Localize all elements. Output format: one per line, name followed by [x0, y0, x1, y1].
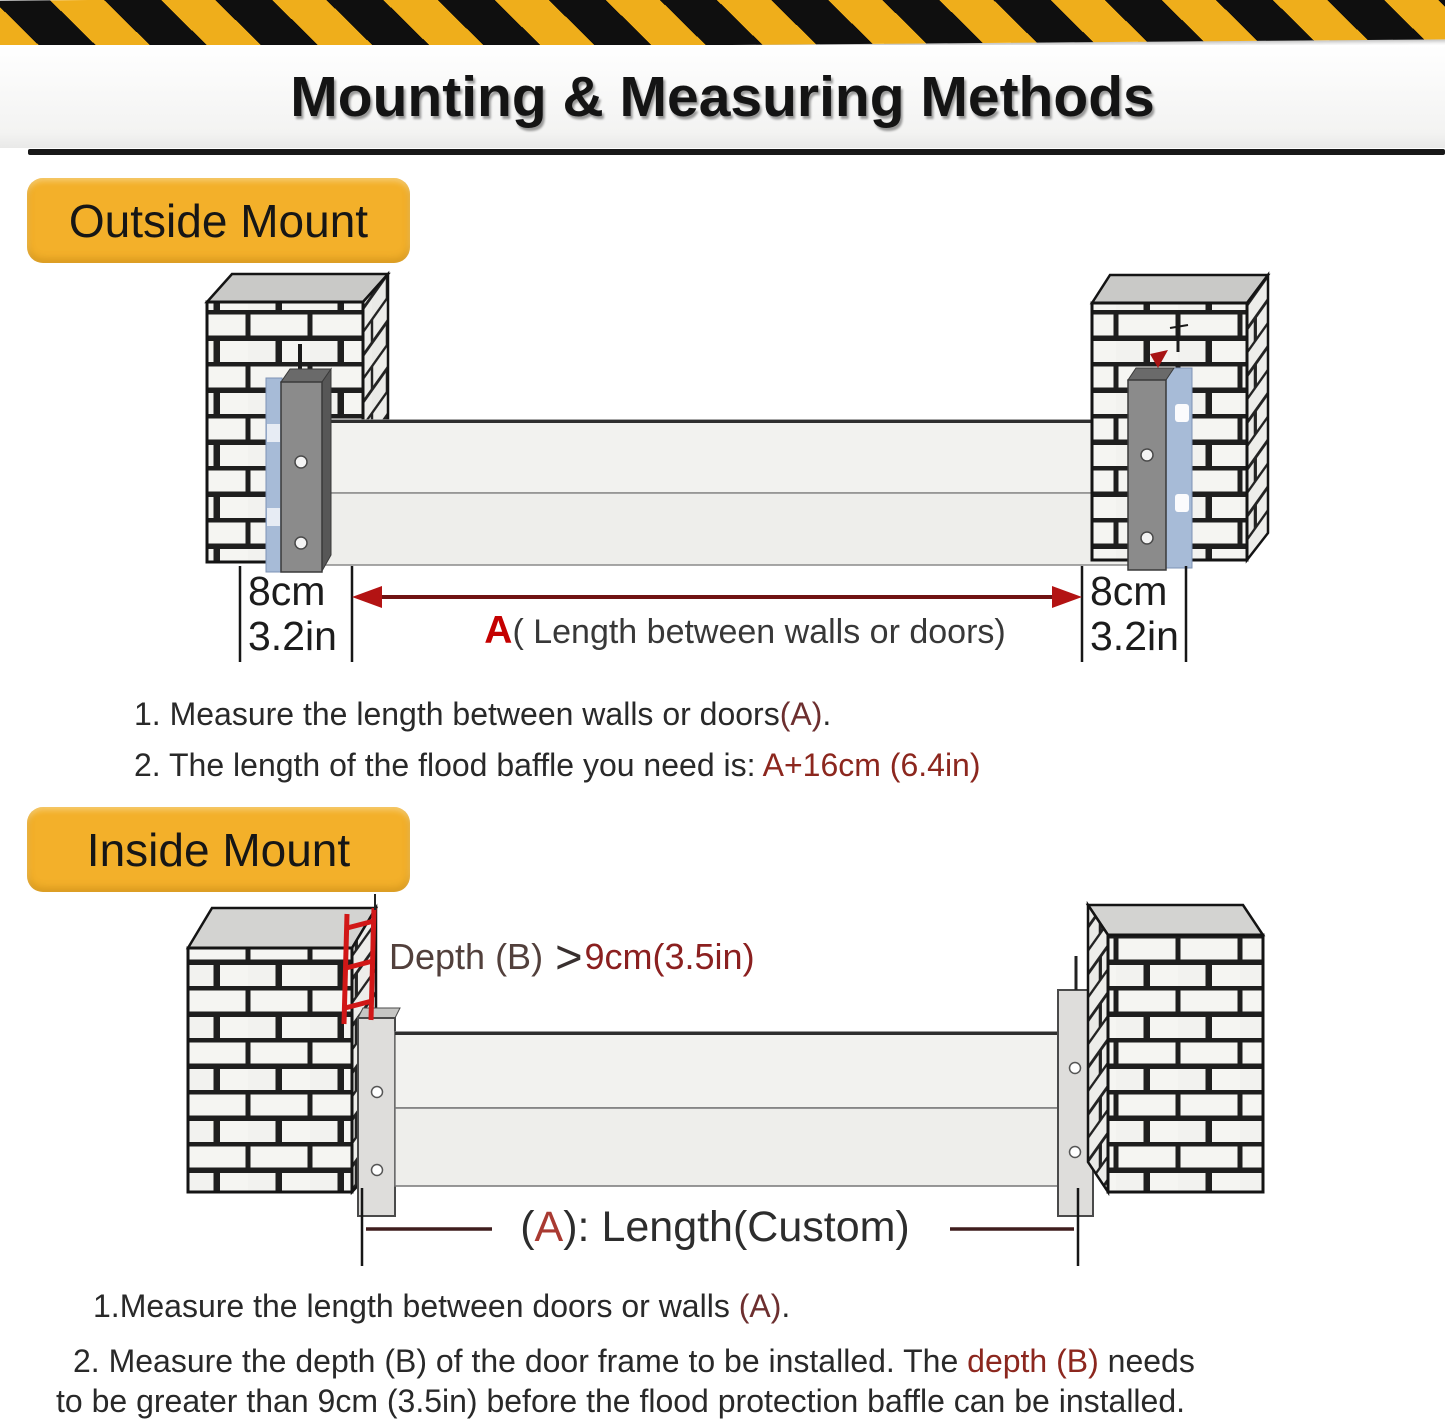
paren-open: ( — [520, 1203, 535, 1251]
pillar-top-face — [1088, 905, 1263, 935]
inside-left-channel-bracket — [358, 1008, 400, 1216]
pillar-front-face — [188, 948, 352, 1192]
screw-hole — [1070, 1147, 1081, 1158]
flood-barrier-inside — [395, 1032, 1059, 1186]
dimension-a: A — [484, 609, 513, 652]
step-text: 2. The length of the flood baffle you need is: — [134, 747, 763, 783]
offset-in: 3.2in — [248, 613, 337, 659]
outside-right-seal-strip — [1166, 368, 1192, 568]
greater-than-symbol: > — [555, 930, 583, 983]
offset-cm: 8cm — [248, 568, 326, 614]
step-suffix: needs — [1098, 1343, 1195, 1379]
screw-hole — [372, 1165, 383, 1176]
length-text: ): Length(Custom) — [563, 1203, 910, 1251]
barrier-lower-panel — [318, 493, 1142, 565]
pillar-top-face — [1092, 275, 1268, 303]
offset-in: 3.2in — [1090, 613, 1179, 659]
depth-label: Depth (B) — [389, 936, 554, 977]
span-text: ( Length between walls or doors) — [512, 613, 1006, 651]
screw-hole — [1141, 449, 1153, 461]
outside-left-seal-strip — [266, 378, 282, 572]
outside-left-offset — [248, 569, 337, 659]
step-text: 1.Measure the length between doors or walls — [93, 1288, 739, 1324]
arrow-head-right-icon — [1052, 586, 1082, 608]
depth-value: 9cm(3.5in) — [584, 936, 755, 977]
barrier-upper-panel — [395, 1032, 1059, 1108]
step-accent: depth (B) — [967, 1343, 1099, 1379]
inside-step-2-line-1 — [73, 1343, 1195, 1380]
screw-hole — [1070, 1063, 1081, 1074]
inside-mount-label: Inside Mount — [27, 807, 410, 892]
page-title: Mounting & Measuring Methods — [290, 64, 1155, 129]
offset-cm: 8cm — [1090, 568, 1168, 614]
step-text: to be greater than 9cm (3.5in) before the flood protection baffle can be installed. — [56, 1383, 1186, 1419]
step-text: 2. Measure the depth (B) of the door frame to be installed. The — [73, 1343, 968, 1379]
screw-hole — [295, 537, 307, 549]
step-text: 1. Measure the length between walls or doors — [134, 696, 780, 732]
inside-step-1 — [93, 1288, 790, 1325]
arrow-head-left-icon — [352, 586, 382, 608]
step-accent: (A) — [779, 696, 823, 732]
outside-left-mounting-bracket — [281, 369, 331, 572]
outside-span-annotation — [420, 609, 1070, 653]
flood-barrier-outside — [318, 420, 1142, 565]
pillar-top-face — [207, 274, 388, 302]
step-suffix: . — [781, 1288, 791, 1324]
outside-right-offset — [1090, 569, 1179, 659]
step-suffix: . — [822, 696, 832, 732]
screw-hole — [1141, 532, 1153, 544]
pillar-side-face — [1088, 905, 1108, 1192]
pillar-front-face — [1108, 935, 1263, 1192]
screw-hole — [372, 1087, 383, 1098]
pillar-side-face — [1247, 275, 1268, 560]
screw-hole — [295, 456, 307, 468]
barrier-lower-panel — [395, 1108, 1059, 1186]
step-accent: (A) — [738, 1288, 782, 1324]
inside-depth-annotation — [389, 929, 755, 984]
outside-step-1 — [134, 696, 831, 733]
inside-right-brick-pillar — [1088, 905, 1263, 1192]
inside-step-2-line-2 — [56, 1383, 1185, 1420]
inside-length-annotation — [450, 1203, 980, 1252]
step-accent: A+16cm (6.4in) — [762, 747, 981, 783]
outside-mount-label: Outside Mount — [27, 178, 410, 263]
dimension-a: A — [534, 1203, 564, 1251]
barrier-upper-panel — [318, 420, 1142, 493]
outside-step-2 — [134, 747, 981, 784]
